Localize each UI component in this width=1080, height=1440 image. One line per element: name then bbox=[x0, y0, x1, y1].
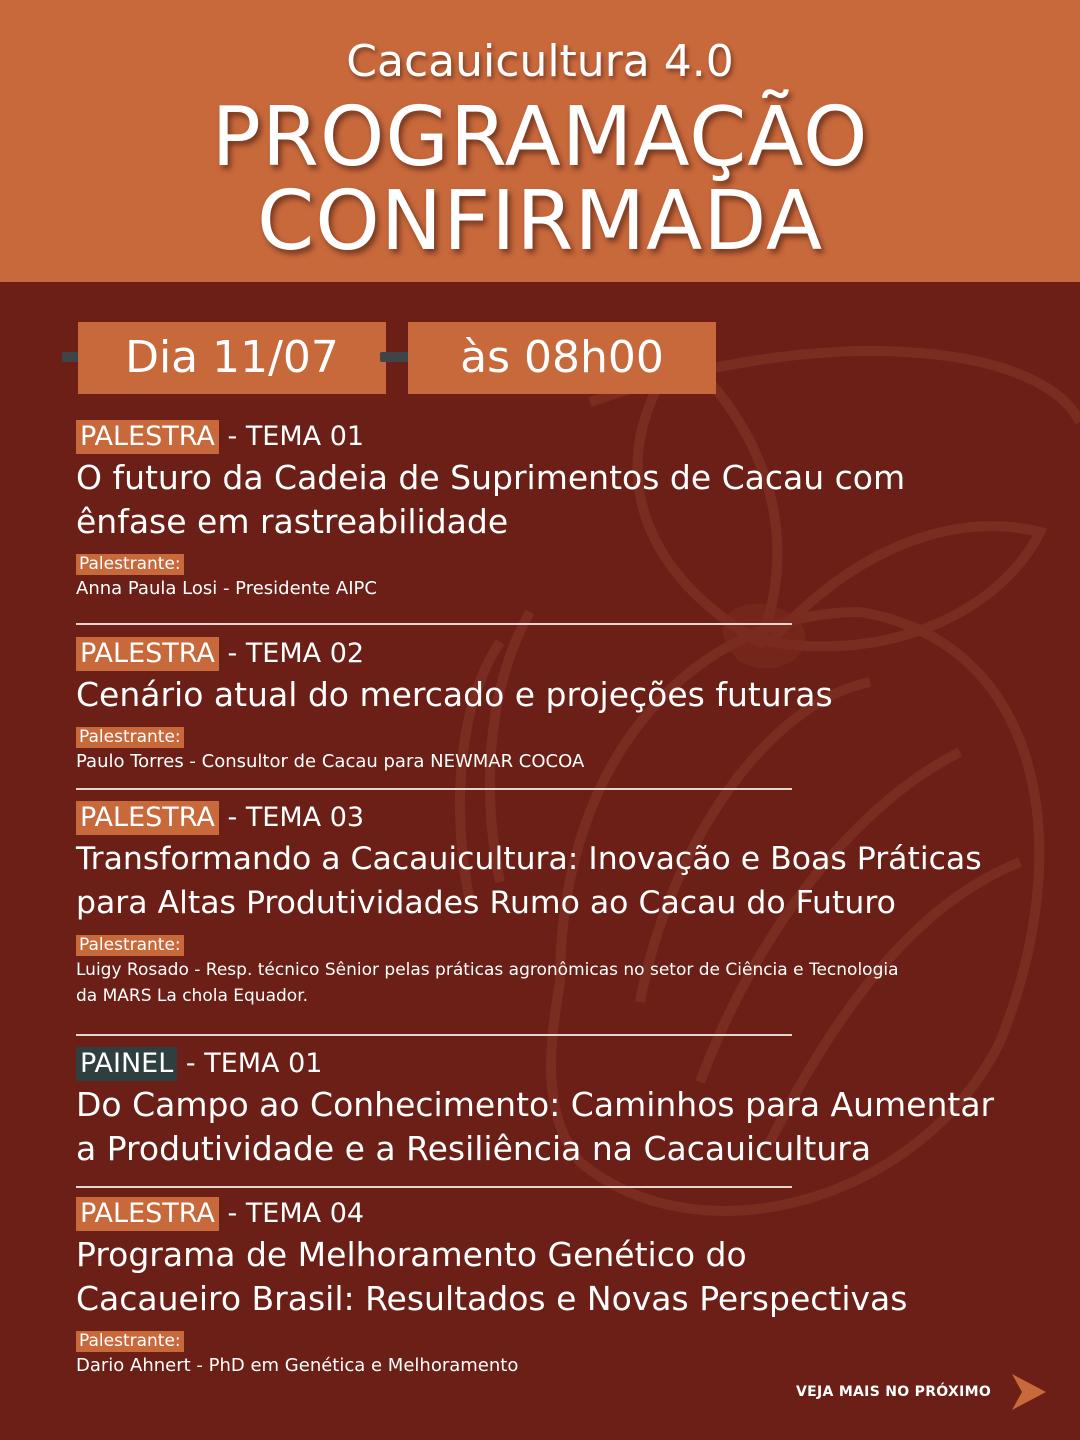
speaker-label: Palestrante: bbox=[76, 727, 184, 748]
session-theme: - TEMA 01 bbox=[218, 421, 365, 452]
speaker-label: Palestrante: bbox=[76, 935, 184, 956]
topic-line: Do Campo ao Conhecimento: Caminhos para Aumentar bbox=[76, 1085, 995, 1124]
session-type-tag: PALESTRA bbox=[76, 1197, 219, 1231]
speaker-name bbox=[76, 957, 1056, 1009]
section-divider bbox=[76, 623, 792, 625]
session-type-tag: PALESTRA bbox=[76, 801, 219, 835]
speaker-line: da MARS La chola Equador. bbox=[76, 986, 309, 1006]
date-bar bbox=[0, 322, 1080, 394]
topic-line: Cacaueiro Brasil: Resultados e Novas Perspectivas bbox=[76, 1279, 908, 1318]
topic-line: ênfase em rastreabilidade bbox=[76, 502, 509, 541]
session-topic bbox=[76, 837, 1056, 925]
session-topic bbox=[76, 1083, 1056, 1171]
speaker-label: Palestrante: bbox=[76, 554, 184, 575]
title-line-1: PROGRAMAÇÃO bbox=[211, 90, 869, 185]
topic-line: Transformando a Cacauicultura: Inovação e Boas Práticas bbox=[76, 841, 982, 877]
section-divider bbox=[76, 1034, 792, 1036]
session-type-tag: PALESTRA bbox=[76, 637, 219, 671]
section-divider bbox=[76, 788, 792, 790]
session-theme: - TEMA 04 bbox=[218, 1198, 365, 1229]
topic-line: a Produtividade e a Resiliência na Cacauicultura bbox=[76, 1129, 872, 1168]
session-type-tag: PAINEL bbox=[76, 1047, 177, 1081]
session-item bbox=[76, 1047, 1056, 1171]
session-type-tag: PALESTRA bbox=[76, 420, 219, 454]
event-subtitle: Cacauicultura 4.0 bbox=[346, 36, 734, 87]
session-theme: - TEMA 01 bbox=[177, 1048, 323, 1079]
topic-line: Programa de Melhoramento Genético do bbox=[76, 1235, 747, 1274]
session-item bbox=[76, 1197, 1056, 1379]
section-divider bbox=[76, 1186, 792, 1188]
session-item bbox=[76, 637, 1056, 775]
date-label: Dia 11/07 bbox=[78, 322, 386, 394]
see-more-next-link[interactable]: VEJA MAIS NO PRÓXIMO bbox=[796, 1384, 992, 1400]
session-topic bbox=[76, 673, 1056, 717]
session-topic bbox=[76, 456, 1056, 544]
speaker-name: Paulo Torres - Consultor de Cacau para NEWMAR COCOA bbox=[76, 751, 585, 772]
time-label: às 08h00 bbox=[408, 322, 716, 394]
speaker-name: Anna Paula Losi - Presidente AIPC bbox=[76, 578, 377, 599]
title-line-2: CONFIRMADA bbox=[256, 174, 824, 269]
header-banner bbox=[0, 0, 1080, 282]
topic-line: O futuro da Cadeia de Suprimentos de Cacau com bbox=[76, 458, 906, 497]
topic-line: para Altas Produtividades Rumo ao Cacau do Futuro bbox=[76, 885, 896, 921]
page-title bbox=[0, 90, 1080, 269]
speaker-name: Dario Ahnert - PhD em Genética e Melhoramento bbox=[76, 1355, 519, 1376]
speaker-label: Palestrante: bbox=[76, 1331, 184, 1352]
session-theme: - TEMA 03 bbox=[218, 802, 365, 833]
speaker-line: Luigy Rosado - Resp. técnico Sênior pelas práticas agronômicas no setor de Ciência e Tecnologia bbox=[76, 960, 899, 980]
session-theme: - TEMA 02 bbox=[218, 638, 365, 669]
session-topic bbox=[76, 1233, 1056, 1321]
session-item bbox=[76, 801, 1056, 1009]
session-item bbox=[76, 420, 1056, 602]
arrow-right-icon[interactable] bbox=[1010, 1372, 1048, 1412]
topic-line: Cenário atual do mercado e projeções futuras bbox=[76, 675, 833, 714]
